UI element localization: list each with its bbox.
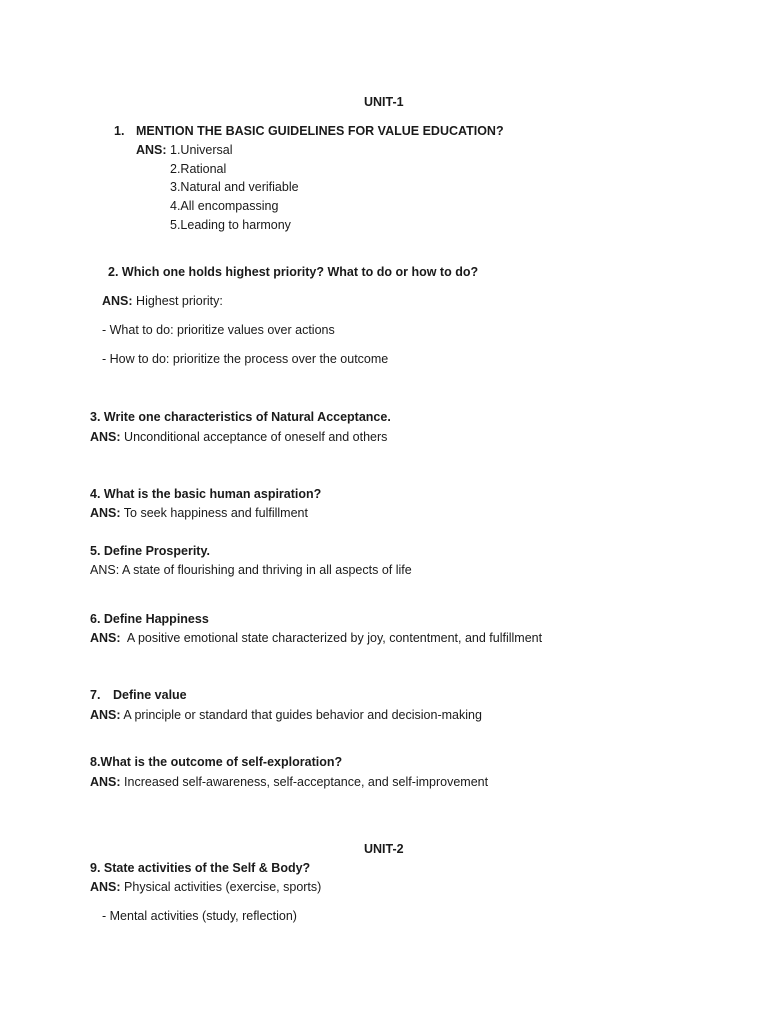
q7-answer: [90, 707, 482, 723]
q7-ans-text: A principle or standard that guides behavior and decision-making: [120, 708, 482, 722]
q9-line: - Mental activities (study, reflection): [102, 909, 297, 923]
q6-ans-label: ANS:: [90, 631, 121, 645]
q1-ans-label: ANS:: [136, 143, 167, 157]
q1-number: 1.: [114, 124, 125, 138]
q9-ans-text: Physical activities (exercise, sports): [120, 880, 322, 894]
q3-answer: [90, 429, 387, 445]
q6-question: 6. Define Happiness: [90, 612, 209, 626]
q5-question: 5. Define Prosperity.: [90, 544, 210, 558]
q8-answer: [90, 774, 488, 790]
q2-ans-label: ANS:: [102, 294, 133, 308]
q1-item: 2.Rational: [170, 162, 227, 176]
q3-ans-text: Unconditional acceptance of oneself and others: [120, 430, 388, 444]
q1-item: 5.Leading to harmony: [170, 218, 291, 232]
q4-answer: [90, 505, 308, 521]
q3-question: 3. Write one characteristics of Natural Acceptance.: [90, 410, 391, 424]
q4-ans-text: To seek happiness and fulfillment: [120, 506, 308, 520]
q9-question: 9. State activities of the Self & Body?: [90, 861, 311, 875]
q8-question: 8.What is the outcome of self-exploration?: [90, 755, 343, 769]
q7-question: Define value: [113, 688, 187, 702]
q1-item: 3.Natural and verifiable: [170, 180, 299, 194]
q8-ans-label: ANS:: [90, 775, 121, 789]
q6-ans-text: A positive emotional state characterized by joy, contentment, and fulfillment: [120, 631, 543, 645]
q2-line: - How to do: prioritize the process over the outcome: [102, 352, 389, 366]
q7-ans-label: ANS:: [90, 708, 121, 722]
q7-number: 7.: [90, 688, 101, 702]
q1-question: MENTION THE BASIC GUIDELINES FOR VALUE EDUCATION?: [136, 124, 504, 138]
q2-ans-text: Highest priority:: [132, 294, 223, 308]
unit2-heading: UNIT-2: [364, 842, 404, 856]
q6-answer: [90, 630, 542, 646]
q1-item: 4.All encompassing: [170, 199, 279, 213]
q9-answer: [90, 879, 321, 895]
q2-line: - What to do: prioritize values over actions: [102, 323, 335, 337]
q2-answer: [102, 293, 223, 309]
q3-ans-label: ANS:: [90, 430, 121, 444]
q4-question: 4. What is the basic human aspiration?: [90, 487, 322, 501]
q1-item: 1.Universal: [170, 143, 233, 157]
q2-question: 2. Which one holds highest priority? What to do or how to do?: [108, 265, 479, 279]
unit1-heading: UNIT-1: [364, 95, 404, 109]
q4-ans-label: ANS:: [90, 506, 121, 520]
q9-ans-label: ANS:: [90, 880, 121, 894]
q5-answer: ANS: A state of flourishing and thriving in all aspects of life: [90, 563, 412, 577]
q8-ans-text: Increased self-awareness, self-acceptance, and self-improvement: [120, 775, 489, 789]
